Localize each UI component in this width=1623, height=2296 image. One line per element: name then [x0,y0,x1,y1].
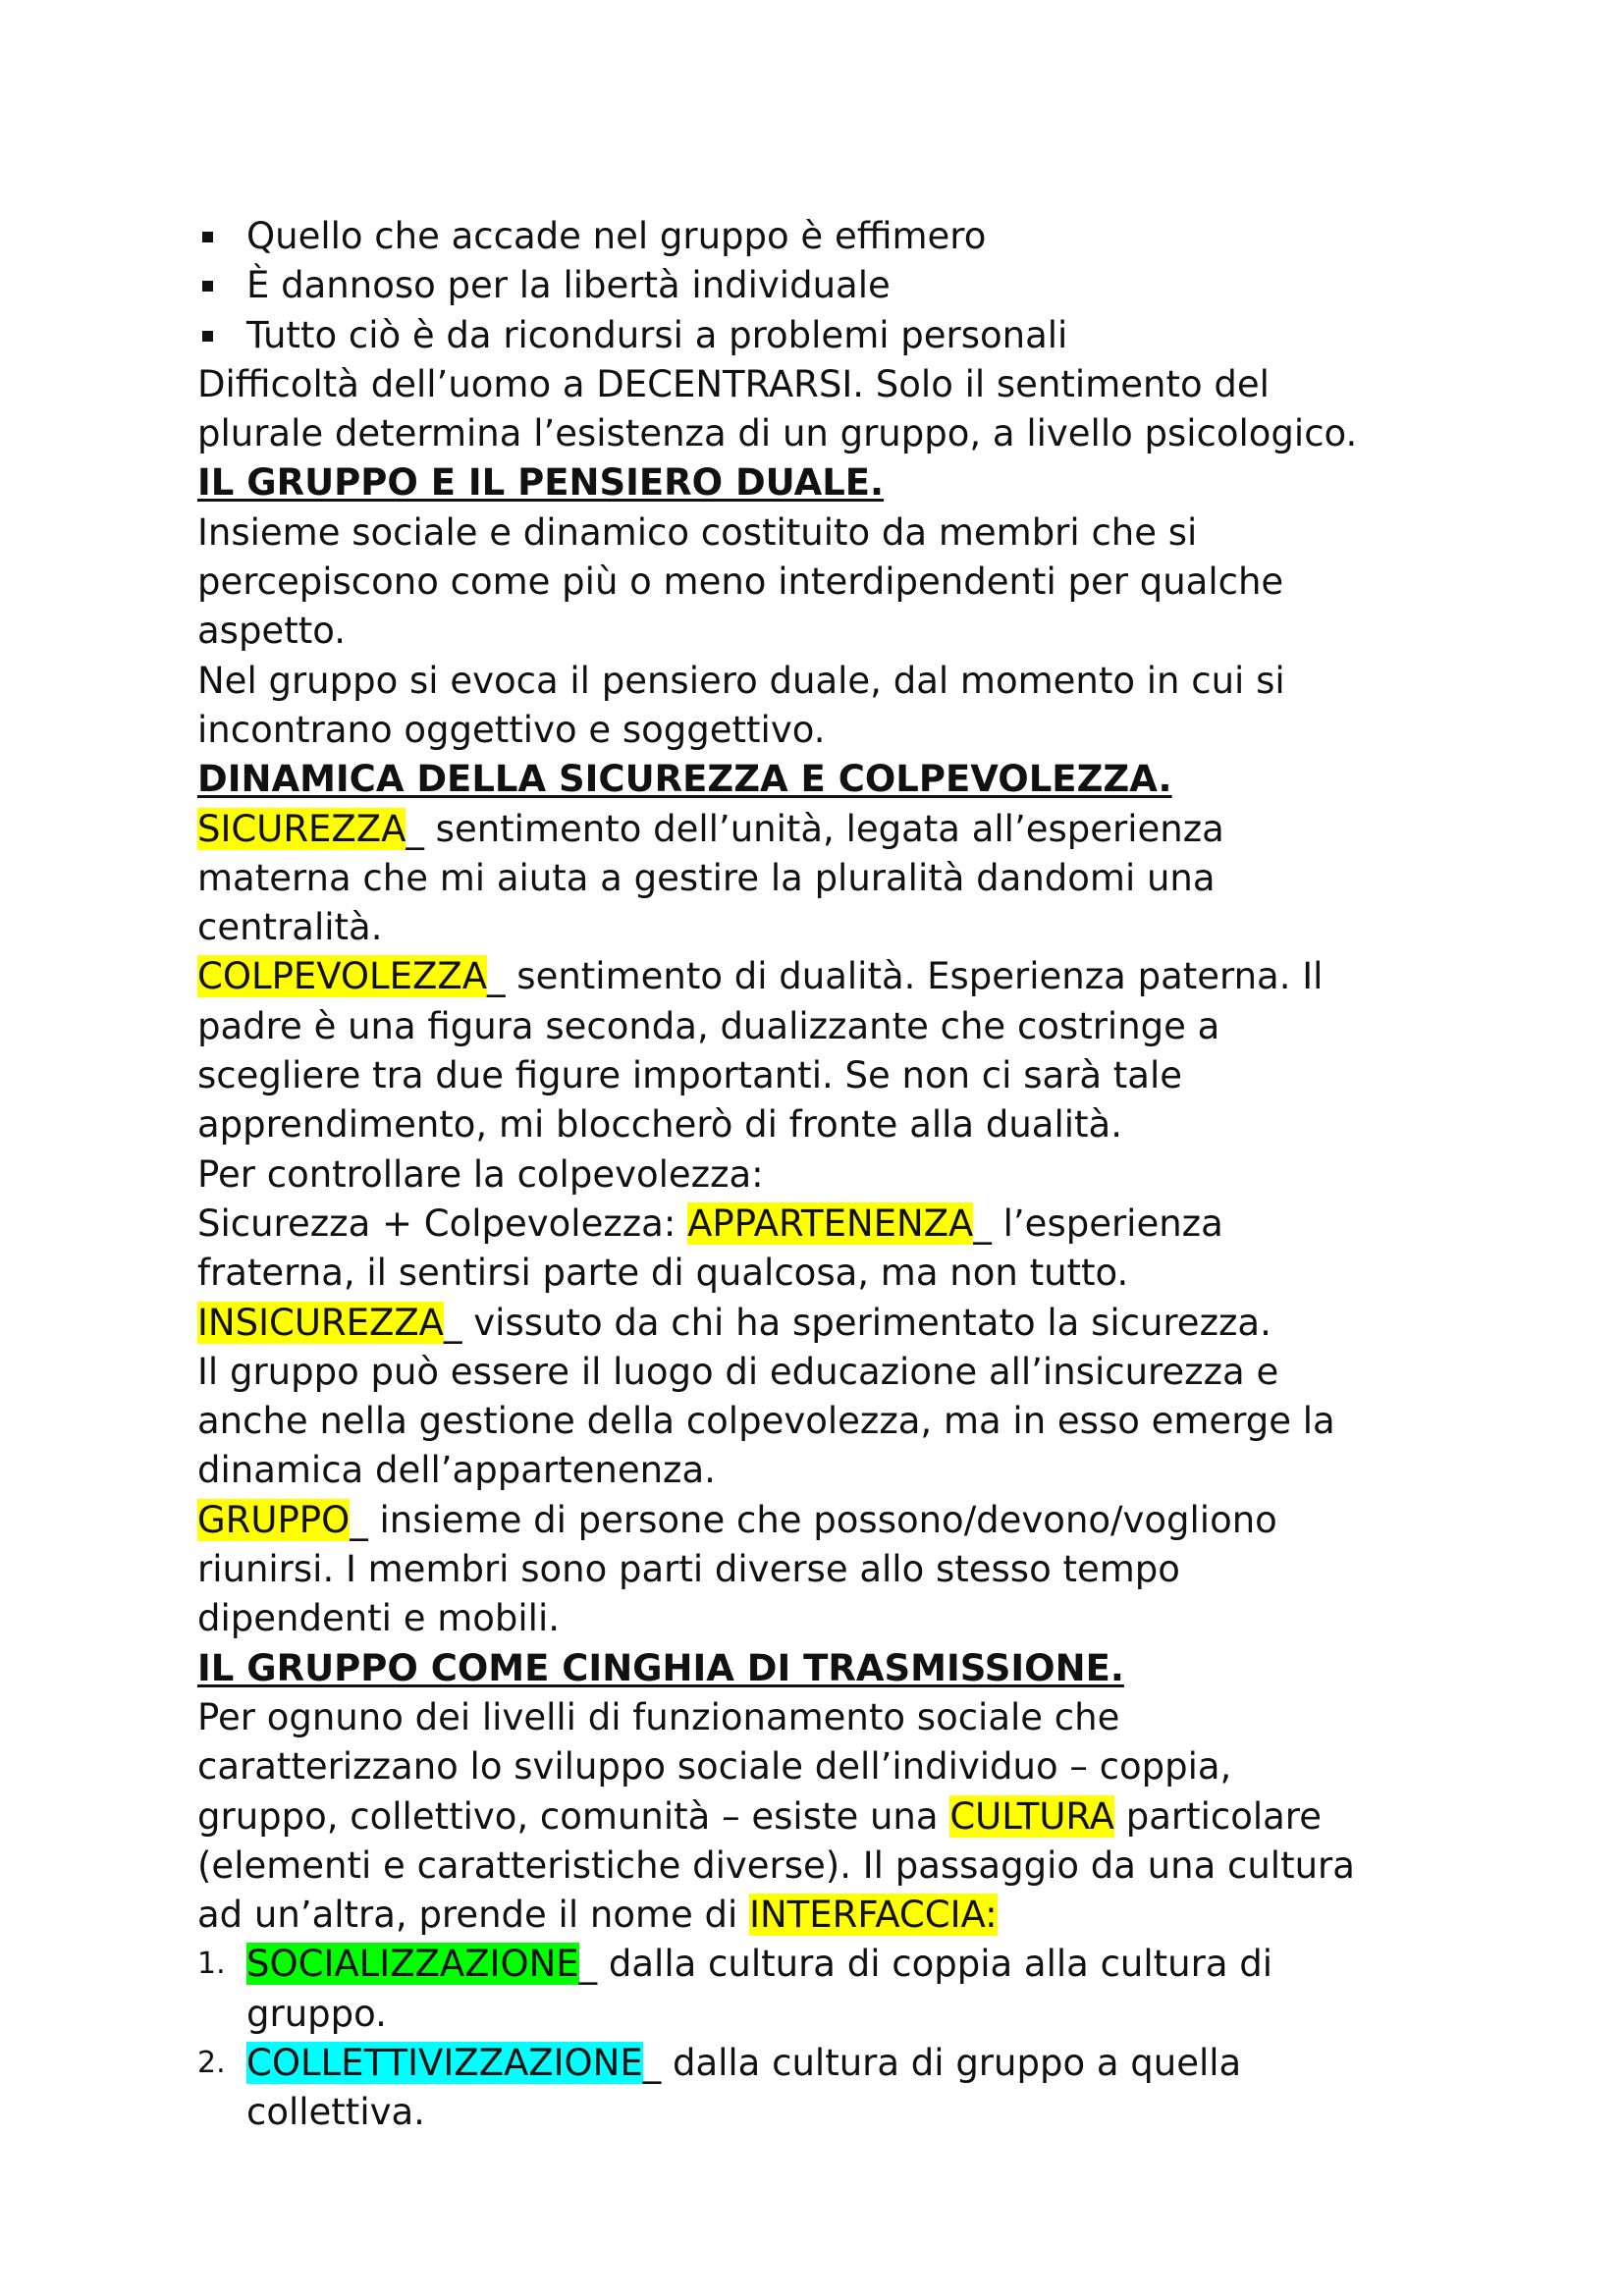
highlighted-term: COLLETTIVIZZAZIONE [246,2041,643,2084]
document-page [197,212,1474,2138]
square-bullet-icon [202,281,213,292]
paragraph-line: Nel gruppo si evoca il pensiero duale, dal momento in cui si [197,659,1285,702]
highlighted-term: SOCIALIZZAZIONE [246,1943,579,1986]
definition-line: INSICUREZZA_ vissuto da chi ha sperimentato la sicurezza. [197,1301,1271,1344]
square-bullet-icon [202,232,213,242]
highlighted-term: INTERFACCIA: [749,1894,998,1937]
bullet-item: Tutto ciò è da ricondursi a problemi personali [197,311,1474,360]
square-bullet-icon [202,331,213,342]
paragraph-line: aspetto. [197,610,346,653]
paragraph-line: (elementi e caratteristiche diverse). Il passaggio da una cultura [197,1843,1355,1887]
paragraph-line: plurale determina l’esistenza di un gruppo, a livello psicologico. [197,412,1358,455]
highlighted-term: GRUPPO [197,1498,351,1541]
highlighted-term: CULTURA [949,1794,1114,1838]
definition-line: COLPEVOLEZZA_ sentimento di dualità. Esperienza paterna. Il [197,955,1324,998]
definition-line: Sicurezza + Colpevolezza: APPARTENENZA_ l’esperienza [197,1201,1223,1245]
section-heading: IL GRUPPO E IL PENSIERO DUALE. [197,461,885,505]
paragraph-line: fraterna, il sentirsi parte di qualcosa, ma non tutto. [197,1252,1129,1295]
paragraph-line: Per controllare la colpevolezza: [197,1152,764,1196]
paragraph-line: apprendimento, mi bloccherò di fronte alla dualità. [197,1103,1122,1147]
paragraph-line: incontrano oggettivo e soggettivo. [197,708,826,751]
paragraph-line: Insieme sociale e dinamico costituito da membri che si [197,510,1198,554]
highlighted-term: COLPEVOLEZZA [197,955,488,998]
paragraph-line: riunirsi. I membri sono parti diverse allo stesso tempo [197,1548,1180,1591]
paragraph-line: dinamica dell’appartenenza. [197,1449,716,1492]
definition-line: GRUPPO_ insieme di persone che possono/devono/vogliono [197,1498,1277,1541]
numbered-item: 1. SOCIALIZZAZIONE_ dalla cultura di coppia alla cultura di [197,1940,1474,1989]
paragraph-line: ad un’altra, prende il nome di INTERFACCIA: [197,1894,998,1937]
paragraph-line: dipendenti e mobili. [197,1597,561,1640]
paragraph-line: gruppo, collettivo, comunità – esiste una CULTURA particolare [197,1794,1322,1838]
paragraph-line: Difficoltà dell’uomo a DECENTRARSI. Solo il sentimento del [197,362,1270,405]
paragraph-line: caratterizzano lo sviluppo sociale dell’individuo – coppia, [197,1745,1232,1789]
paragraph-line: Per ognuno dei livelli di funzionamento sociale che [197,1695,1120,1738]
numbered-item-continuation: collettiva. [246,2091,425,2134]
numbered-item: 2. COLLETTIVIZZAZIONE_ dalla cultura di gruppo a quella [197,2039,1474,2088]
highlighted-term: APPARTENENZA [687,1201,974,1245]
paragraph-line: scegliere tra due figure importanti. Se non ci sarà tale [197,1054,1183,1097]
paragraph-line: Il gruppo può essere il luogo di educazione all’insicurezza e [197,1350,1279,1393]
paragraph-line: percepiscono come più o meno interdipendenti per qualche [197,561,1284,604]
list-number: 1. [197,1947,226,1982]
paragraph-line: centralità. [197,906,383,949]
numbered-item-continuation: gruppo. [246,1992,387,2035]
paragraph-line: anche nella gestione della colpevolezza, ma in esso emerge la [197,1400,1335,1443]
list-number: 2. [197,2045,226,2080]
definition-line: SICUREZZA_ sentimento dell’unità, legata all’esperienza [197,807,1224,850]
bullet-item: È dannoso per la libertà individuale [197,261,1474,310]
paragraph-line: padre è una figura seconda, dualizzante che costringe a [197,1004,1220,1047]
highlighted-term: SICUREZZA [197,807,406,850]
bullet-item: Quello che accade nel gruppo è effimero [197,212,1474,261]
highlighted-term: INSICUREZZA [197,1301,444,1344]
paragraph-line: materna che mi aiuta a gestire la pluralità dandomi una [197,856,1216,899]
section-heading: IL GRUPPO COME CINGHIA DI TRASMISSIONE. [197,1646,1124,1689]
section-heading: DINAMICA DELLA SICUREZZA E COLPEVOLEZZA. [197,758,1172,801]
